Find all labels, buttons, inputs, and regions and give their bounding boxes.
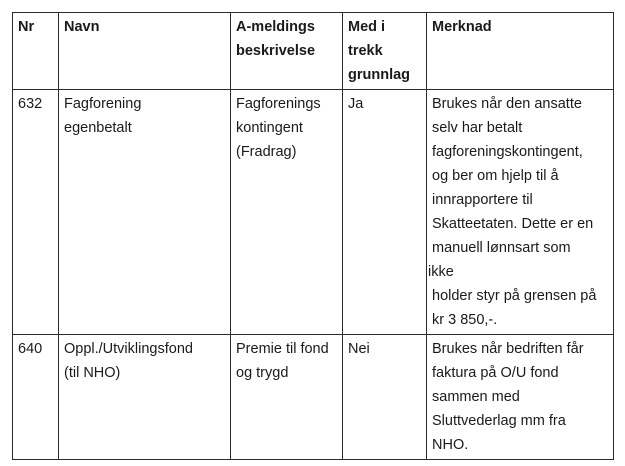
cell-med-i-trekk: Ja [343, 90, 427, 335]
cell-a-melding: Premie til fond og trygd [231, 335, 343, 460]
header-navn: Navn [59, 13, 231, 90]
cell-nr: 640 [13, 335, 59, 460]
table-row [13, 335, 614, 460]
table-row [13, 90, 614, 335]
cell-navn: Oppl./Utviklingsfond (til NHO) [59, 335, 231, 460]
cell-merknad: Brukes når bedriften får faktura på O/U fond sammen med Sluttvederlag mm fra NHO. [427, 335, 614, 460]
header-row [13, 13, 614, 90]
cell-navn: Fagforening egenbetalt [59, 90, 231, 335]
header-nr: Nr [13, 13, 59, 90]
header-med-i-trekk: Med i trekk grunnlag [343, 13, 427, 90]
lonnsart-table [12, 12, 614, 460]
cell-nr: 632 [13, 90, 59, 335]
cell-med-i-trekk: Nei [343, 335, 427, 460]
cell-a-melding: Fagforenings kontingent (Fradrag) [231, 90, 343, 335]
header-a-melding: A-meldings beskrivelse [231, 13, 343, 90]
cell-merknad: Brukes når den ansatte selv har betalt fagforeningskontingent, og ber om hjelp til å innrapportere til Skatteetaten. Dette er en manuell lønnsart som ikke holder styr på grensen på kr 3 850,-. [427, 90, 614, 335]
header-merknad: Merknad [427, 13, 614, 90]
